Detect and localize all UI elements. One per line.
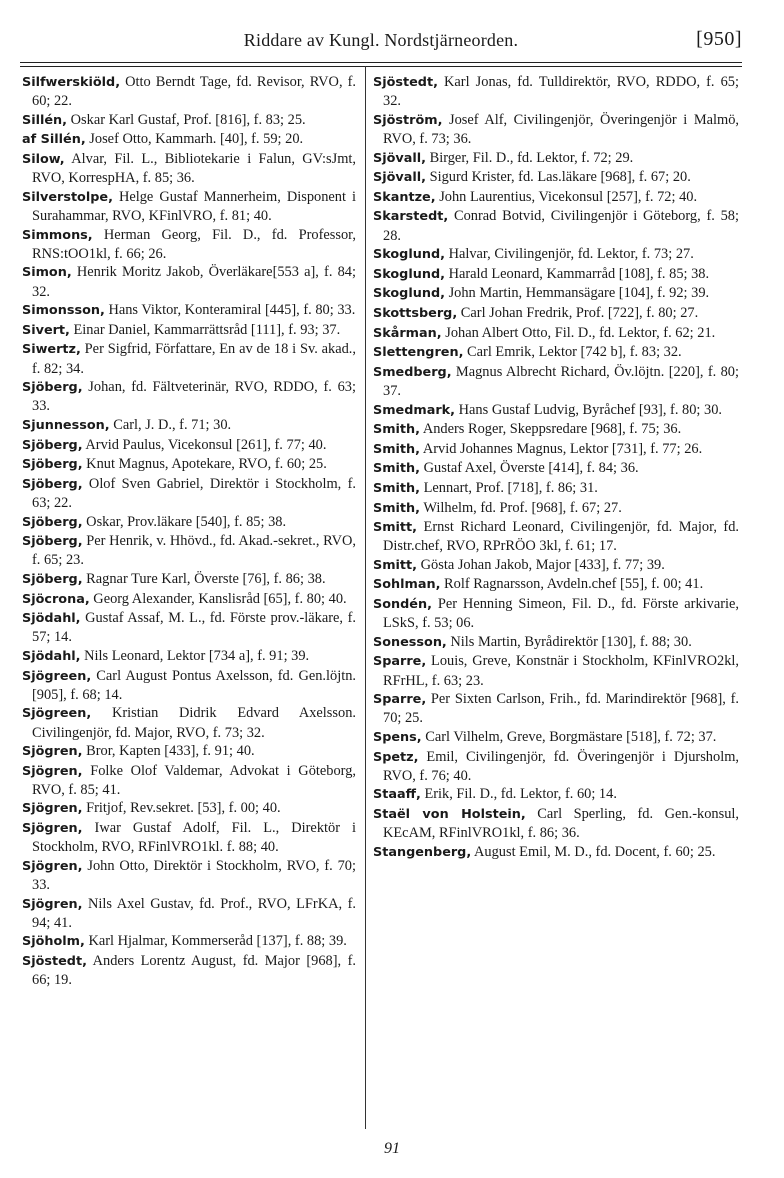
entry-details: Halvar, Civilingenjör, fd. Lektor, f. 73; 27.	[444, 246, 694, 263]
entry-details: Emil, Civilingenjör, fd. Överingenjör i Djursholm, RVO, f. 76; 40.	[383, 748, 739, 784]
header-rule-top	[20, 62, 742, 63]
entry-details: Hans Viktor, Konteramiral [445], f. 80; 33.	[104, 302, 356, 319]
entry-details: Nils Axel Gustav, fd. Prof., RVO, LFrKA, f. 94; 41.	[32, 895, 356, 931]
directory-entry	[22, 436, 356, 455]
entry-details: Gösta Johan Jakob, Major [433], f. 77; 39.	[417, 556, 665, 573]
entry-surname: Sparre,	[373, 692, 427, 708]
directory-entry	[373, 420, 739, 439]
directory-entry	[373, 652, 739, 689]
entry-details: Hans Gustaf Ludvig, Byråchef [93], f. 80; 30.	[455, 401, 723, 418]
entry-details: Henrik Moritz Jakob, Överläkare[553 a], f. 84; 32.	[32, 264, 356, 300]
entry-surname: Skårman,	[373, 325, 442, 341]
directory-entry	[373, 499, 739, 518]
directory-entry	[373, 843, 739, 862]
entry-details: Fritjof, Rev.sekret. [53], f. 00; 40.	[82, 800, 281, 817]
entry-surname: Smith,	[373, 461, 421, 477]
directory-entry	[373, 748, 739, 785]
entry-surname: Skoglund,	[373, 286, 445, 302]
entry-surname: Silow,	[22, 151, 65, 167]
directory-entry	[373, 265, 739, 284]
entry-surname: Sohlman,	[373, 577, 441, 593]
entry-surname: Sjögren,	[22, 896, 83, 912]
entry-surname: Sjöberg,	[22, 514, 83, 530]
entry-surname: Sjöstedt,	[373, 75, 438, 90]
directory-entry	[373, 401, 739, 420]
entry-surname: Smitt,	[373, 557, 418, 573]
entry-details: Carl Emrik, Lektor [742 b], f. 83; 32.	[463, 344, 682, 361]
directory-entry	[373, 785, 739, 804]
directory-entry	[373, 149, 739, 168]
entry-surname: Sjöström,	[373, 112, 443, 128]
directory-entry	[22, 857, 356, 894]
entry-details: Carl Vilhelm, Greve, Borgmästare [518], f. 72; 37.	[421, 729, 717, 746]
entry-surname: Sjöholm,	[22, 934, 85, 950]
directory-entry	[22, 532, 356, 569]
entry-details: John Laurentius, Vicekonsul [257], f. 72; 40.	[435, 188, 698, 205]
entry-surname: Skoglund,	[373, 266, 445, 282]
entry-surname: Smedmark,	[373, 402, 456, 418]
entry-surname: Sjunnesson,	[22, 417, 110, 433]
directory-entry	[373, 690, 739, 727]
directory-entry	[373, 284, 739, 303]
directory-entry	[22, 111, 356, 130]
directory-entry	[22, 130, 356, 149]
entry-details: Georg Alexander, Kanslisråd [65], f. 80; 40.	[89, 590, 347, 607]
entry-surname: Sondén,	[373, 597, 432, 613]
entry-surname: Sjöberg,	[22, 476, 83, 492]
entry-details: Lennart, Prof. [718], f. 86; 31.	[420, 479, 598, 496]
directory-entry	[22, 73, 356, 110]
entry-details: Johan, fd. Fältveterinär, RVO, RDDO, f. 63; 33.	[32, 379, 356, 415]
directory-entry	[22, 475, 356, 512]
directory-entry	[373, 518, 739, 555]
directory-entry	[22, 513, 356, 532]
entry-surname: Smith,	[373, 422, 421, 438]
entry-surname: Silverstolpe,	[22, 189, 113, 205]
entry-surname: Sjöstedt,	[22, 954, 87, 970]
directory-entry	[22, 340, 356, 377]
entry-surname: Sjövall,	[373, 170, 427, 186]
directory-entry	[373, 245, 739, 264]
directory-entry	[22, 819, 356, 856]
page-number: [950]	[696, 28, 742, 50]
entry-details: Helge Gustaf Mannerheim, Disponent i Surahammar, RVO, KFinlVRO, f. 81; 40.	[32, 188, 356, 224]
entry-details: Josef Alf, Civilingenjör, Överingenjör i Malmö, RVO, f. 73; 36.	[383, 111, 739, 147]
entry-surname: Sparre,	[373, 654, 427, 670]
entry-surname: Stangenberg,	[373, 844, 472, 860]
directory-entry	[22, 952, 356, 989]
entry-details: Arvid Paulus, Vicekonsul [261], f. 77; 40.	[82, 436, 327, 453]
directory-entry	[22, 263, 356, 300]
page-header	[20, 30, 742, 60]
entry-details: Josef Otto, Kammarh. [40], f. 59; 20.	[85, 131, 304, 148]
entry-details: Anders Roger, Skeppsredare [968], f. 75; 36.	[420, 421, 682, 438]
entry-details: Wilhelm, fd. Prof. [968], f. 67; 27.	[420, 499, 622, 516]
entry-details: John Otto, Direktör i Stockholm, RVO, f. 70; 33.	[32, 857, 356, 894]
directory-entry	[22, 762, 356, 799]
entry-details: Birger, Fil. D., fd. Lektor, f. 72; 29.	[426, 149, 634, 166]
entry-details: Oskar Karl Gustaf, Prof. [816], f. 83; 25.	[67, 111, 306, 128]
entry-details: Folke Olof Valdemar, Advokat i Göteborg, RVO, f. 85; 41.	[32, 762, 356, 798]
entry-details: Herman Georg, Fil. D., fd. Professor, RNS:tOO1kl, f. 66; 26.	[32, 226, 356, 262]
entry-details: August Emil, M. D., fd. Docent, f. 60; 25.	[471, 843, 716, 860]
entry-surname: Skantze,	[373, 189, 436, 205]
directory-entry	[373, 479, 739, 498]
entry-details: Ernst Richard Leonard, Civilingenjör, fd. Major, fd. Distr.chef, RVO, RPrRÖO 3kl, f. 61; 17.	[383, 519, 739, 555]
entry-details: Olof Sven Gabriel, Direktör i Stockholm, f. 63; 22.	[32, 475, 356, 511]
entry-surname: Smitt,	[373, 520, 418, 536]
directory-entry	[22, 895, 356, 932]
entry-surname: Skoglund,	[373, 247, 445, 263]
entry-surname: Spens,	[373, 730, 422, 746]
entry-surname: Sjögren,	[22, 858, 83, 874]
entry-surname: Sjödahl,	[22, 648, 81, 664]
entry-details: Per Henning Simeon, Fil. D., fd. Förste arkivarie, LSkS, f. 53; 06.	[383, 596, 739, 632]
directory-entry	[373, 324, 739, 343]
entry-details: Per Sigfrid, Författare, En av de 18 i Sv. akad., f. 82; 34.	[32, 341, 356, 377]
entry-surname: Sjögren,	[22, 801, 83, 817]
entry-details: Sigurd Krister, fd. Las.läkare [968], f. 67; 20.	[426, 169, 691, 186]
entry-details: Louis, Greve, Konstnär i Stockholm, KFinlVRO2kl, RFrHL, f. 63; 23.	[383, 653, 739, 689]
entry-surname: Sjögren,	[22, 821, 83, 837]
entry-details: Iwar Gustaf Adolf, Fil. L., Direktör i Stockholm, RVO, RFinlVRO1kl. f. 88; 40.	[32, 820, 356, 856]
entry-details: Carl, J. D., f. 71; 30.	[109, 416, 232, 433]
entry-details: Bror, Kapten [433], f. 91; 40.	[82, 743, 255, 760]
entry-surname: Smedberg,	[373, 364, 452, 380]
entry-surname: Sivert,	[22, 322, 70, 338]
column-divider	[365, 66, 366, 1129]
directory-entry	[373, 363, 739, 400]
page-title: Riddare av Kungl. Nordstjärneorden.	[243, 30, 519, 50]
directory-entry	[373, 440, 739, 459]
entry-details: Ragnar Ture Karl, Överste [76], f. 86; 38.	[82, 570, 326, 587]
entry-surname: Smith,	[373, 441, 421, 457]
directory-entry	[22, 799, 356, 818]
entry-surname: Sjöberg,	[22, 534, 83, 550]
entry-surname: Staël von Holstein,	[373, 807, 526, 823]
entry-surname: Sjödahl,	[22, 611, 81, 627]
entry-surname: Sjöberg,	[22, 437, 83, 453]
directory-entry	[22, 455, 356, 474]
entry-surname: Sjögren,	[22, 744, 83, 760]
entry-details: Erik, Fil. D., fd. Lektor, f. 60; 14.	[420, 786, 617, 803]
entry-details: Gustaf Axel, Överste [414], f. 84; 36.	[420, 460, 639, 477]
directory-entry	[22, 647, 356, 666]
entry-details: Per Sixten Carlson, Frih., fd. Marindirektör [968], f. 70; 25.	[383, 691, 739, 727]
directory-entry	[373, 575, 739, 594]
entry-details: Einar Daniel, Kammarrättsråd [111], f. 93; 37.	[69, 321, 341, 338]
entry-details: Carl Johan Fredrik, Prof. [722], f. 80; 27.	[457, 304, 699, 321]
entry-details: Carl August Pontus Axelsson, fd. Gen.löjtn. [905], f. 68; 14.	[32, 667, 356, 703]
entry-surname: Skarstedt,	[373, 209, 449, 225]
directory-entry	[373, 73, 739, 110]
entry-details: Kristian Didrik Edvard Axelsson. Civilingenjör, fd. Major, RVO, f. 73; 32.	[32, 705, 356, 741]
left-column	[22, 73, 356, 990]
page-folio: 91	[384, 1140, 400, 1157]
entry-details: Carl Sperling, fd. Gen.-konsul, KEcAM, RFinlVRO1kl, f. 86; 36.	[383, 806, 739, 842]
directory-entry	[373, 595, 739, 632]
entry-details: Rolf Ragnarsson, Avdeln.chef [55], f. 00; 41.	[440, 576, 704, 593]
entry-surname: Sonesson,	[373, 634, 447, 650]
directory-entry	[373, 633, 739, 652]
directory-entry	[22, 301, 356, 320]
entry-details: Arvid Johannes Magnus, Lektor [731], f. 77; 26.	[420, 440, 703, 457]
entry-surname: Sjöberg,	[22, 380, 83, 396]
entry-surname: af Sillén,	[22, 132, 86, 148]
entry-surname: Sillén,	[22, 112, 68, 128]
entry-surname: Siwertz,	[22, 342, 81, 358]
entry-details: Conrad Botvid, Civilingenjör i Göteborg, f. 58; 28.	[383, 208, 739, 244]
entry-surname: Simon,	[22, 265, 72, 281]
entry-details: Nils Martin, Byrådirektör [130], f. 88; 30.	[446, 633, 692, 650]
directory-entry	[373, 728, 739, 747]
entry-surname: Silfwerskiöld,	[22, 75, 121, 90]
entry-details: Karl Hjalmar, Kommerseråd [137], f. 88; 39.	[84, 933, 347, 950]
entry-surname: Sjöberg,	[22, 457, 83, 473]
directory-entry	[373, 111, 739, 148]
entry-surname: Sjövall,	[373, 150, 427, 166]
directory-entry	[22, 150, 356, 187]
directory-entry	[22, 932, 356, 951]
directory-entry	[22, 188, 356, 225]
header-rule-bottom	[20, 66, 742, 67]
directory-entry	[373, 168, 739, 187]
entry-details: Per Henrik, v. Hhövd., fd. Akad.-sekret., RVO, f. 65; 23.	[32, 533, 356, 569]
directory-entry	[22, 704, 356, 741]
directory-entry	[22, 609, 356, 646]
entry-details: Johan Albert Otto, Fil. D., fd. Lektor, f. 62; 21.	[441, 324, 716, 341]
entry-details: Otto Berndt Tage, fd. Revisor, RVO, f. 60; 22.	[32, 74, 356, 110]
entry-surname: Smith,	[373, 480, 421, 496]
directory-entry	[373, 343, 739, 362]
right-column	[373, 73, 739, 862]
directory-entry	[373, 188, 739, 207]
directory-entry	[22, 667, 356, 704]
entry-surname: Staaff,	[373, 787, 421, 803]
entry-details: John Martin, Hemmansägare [104], f. 92; 39.	[444, 285, 710, 302]
directory-entry	[373, 459, 739, 478]
entry-surname: Skottsberg,	[373, 305, 458, 321]
entry-surname: Sjögreen,	[22, 668, 92, 684]
directory-entry	[22, 226, 356, 263]
entry-details: Gustaf Assaf, M. L., fd. Förste prov.-läkare, f. 57; 14.	[32, 610, 356, 646]
entry-surname: Sjöcrona,	[22, 591, 90, 607]
directory-entry	[22, 590, 356, 609]
entry-details: Alvar, Fil. L., Bibliotekarie i Falun, GV:sJmt, RVO, KorrespHA, f. 85; 36.	[32, 150, 356, 187]
entry-surname: Simmons,	[22, 227, 93, 243]
directory-entry	[22, 416, 356, 435]
entry-surname: Slettengren,	[373, 345, 464, 361]
directory-entry	[373, 556, 739, 575]
entry-details: Anders Lorentz August, fd. Major [968], f. 66; 19.	[32, 953, 356, 989]
directory-entry	[22, 570, 356, 589]
entry-details: Oskar, Prov.läkare [540], f. 85; 38.	[82, 513, 287, 530]
directory-entry	[22, 378, 356, 415]
entry-surname: Sjögreen,	[22, 706, 92, 722]
directory-entry	[22, 321, 356, 340]
directory-entry	[373, 304, 739, 323]
entry-details: Knut Magnus, Apotekare, RVO, f. 60; 25.	[82, 456, 327, 473]
entry-surname: Sjöberg,	[22, 571, 83, 587]
entry-details: Nils Leonard, Lektor [734 a], f. 91; 39.	[80, 647, 310, 664]
entry-surname: Sjögren,	[22, 763, 83, 779]
entry-details: Magnus Albrecht Richard, Öv.löjtn. [220], f. 80; 37.	[383, 363, 739, 399]
directory-entry	[373, 805, 739, 842]
entry-surname: Smith,	[373, 500, 421, 516]
directory-entry	[22, 742, 356, 761]
entry-details: Harald Leonard, Kammarråd [108], f. 85; 38.	[444, 265, 710, 282]
entry-surname: Spetz,	[373, 749, 419, 765]
entry-surname: Simonsson,	[22, 303, 105, 319]
entry-details: Karl Jonas, fd. Tulldirektör, RVO, RDDO, f. 65; 32.	[383, 74, 739, 110]
directory-entry	[373, 207, 739, 244]
